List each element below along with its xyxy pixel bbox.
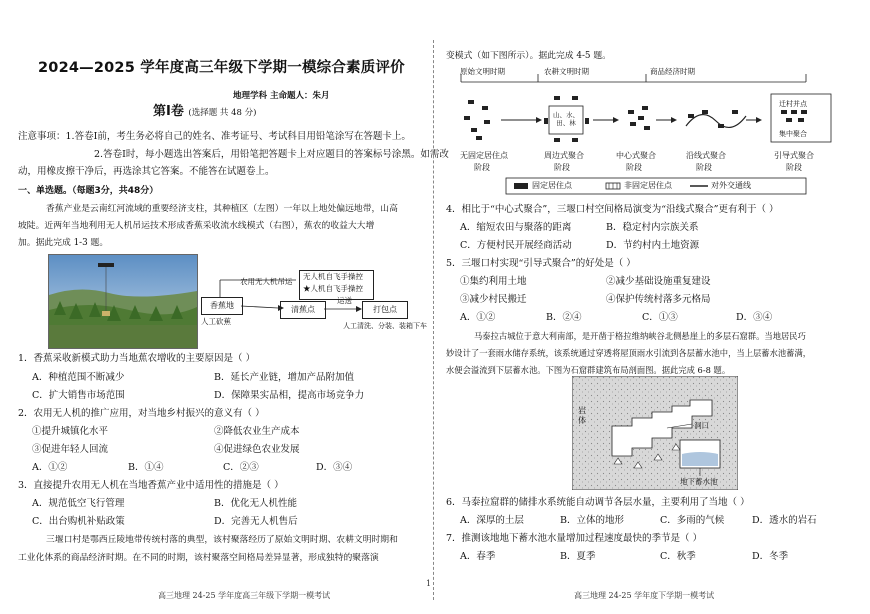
- q2-item-4: ④促进绿色农业发展: [214, 444, 300, 455]
- q5-option-b[interactable]: B．②④: [546, 312, 582, 323]
- legend-nonfixed: 非固定居住点: [624, 181, 672, 190]
- q2-item-3: ③促进年轻人回流: [32, 444, 109, 455]
- cave-pool-label: 地下蓄水池: [680, 477, 718, 486]
- stage2-suffix: 阶段: [554, 163, 570, 172]
- drone-box-line-2: ★人机自飞手操控: [303, 284, 363, 293]
- q2-option-b[interactable]: B．①④: [128, 462, 164, 473]
- q7-option-d[interactable]: D．冬季: [752, 551, 789, 562]
- part-note: (选择题 共 48 分): [188, 108, 257, 118]
- cave-hole-label: 洞口: [694, 421, 709, 430]
- q3-option-a[interactable]: A．规范低空飞行管理: [32, 498, 125, 509]
- passage3-line-3: 水便会溢流到下层蓄水池。下图为石窟群建筑布局剖面图。据此完成 6-8 题。: [446, 365, 731, 375]
- stage2-label: 周边式聚合: [544, 151, 584, 160]
- banana-field-photo: [48, 254, 198, 349]
- q7-option-b[interactable]: B．夏季: [560, 551, 596, 562]
- pack-box: 打包点: [362, 301, 408, 319]
- q3-option-b[interactable]: B．优化无人机性能: [214, 498, 297, 509]
- part-label: 第Ⅰ卷: [153, 104, 184, 119]
- center-box-label: 山、水、田、林: [553, 111, 579, 127]
- pack-note: 人工清洗、分装、装箱下车: [343, 322, 427, 330]
- q5-item-3: ③减少村民搬迁: [460, 294, 527, 305]
- final-bottom-label: 集中聚合: [779, 130, 807, 138]
- page-number: 1: [426, 579, 432, 588]
- section-heading: 一、单选题。（每题3分，共48分）: [18, 186, 159, 196]
- q2-option-c[interactable]: C．②③: [223, 462, 259, 473]
- q1-option-a[interactable]: A．种植范围不断减少: [32, 372, 125, 383]
- footer-left: 高三地理 24-25 学年度高三年级下学期一模考试: [158, 591, 331, 600]
- q2-item-2: ②降低农业生产成本: [214, 426, 300, 437]
- era-primitive: 原始文明时期: [460, 67, 505, 76]
- ship-label: 运送: [337, 296, 352, 305]
- q2-option-d[interactable]: D．③④: [316, 462, 353, 473]
- field-box: 香蕉地: [201, 297, 243, 315]
- q5-option-c[interactable]: C．①③: [642, 312, 678, 323]
- notice-line-3: 动，用橡皮擦干净后，再选涂其它答案。不能答在试题卷上。: [18, 166, 275, 177]
- q5-item-4: ④保护传统村落多元格局: [606, 294, 711, 305]
- stage3-suffix: 阶段: [626, 163, 642, 172]
- notice-line-1: 注意事项：1.答卷Ⅰ前，考生务必将自己的姓名、准考证号、考试科目用铅笔涂写在答题卡上。: [18, 131, 411, 142]
- flowchart-arrows: [198, 270, 413, 325]
- q7-option-a[interactable]: A．春季: [460, 551, 496, 562]
- q4-stem: 4．相比于“中心式聚合”，三堰口村空间格局演变为“沿线式聚合”更有利于（ ）: [446, 204, 779, 215]
- stage5-suffix: 阶段: [786, 163, 802, 172]
- part-title: [153, 106, 256, 119]
- passage3-line-1: 马泰拉古城位于意大利南部，是开凿于格拉维纳峡谷北侧悬崖上的多层石窟群。当地居民巧: [474, 331, 806, 341]
- stage4-suffix: 阶段: [696, 163, 712, 172]
- clean-box: 清蕉点: [280, 301, 326, 319]
- passage2-line-2: 工业化体系的商品经济时期。在不同的时期，该村聚落空间格局差异显著，形成独特的聚落演: [18, 553, 379, 563]
- final-top-label: 迁村并点: [779, 100, 807, 108]
- q6-option-a[interactable]: A．深厚的土层: [460, 515, 524, 526]
- q3-stem: 3．直接提升农用无人机在当地香蕉产业中适用性的措施是（ ）: [18, 480, 284, 491]
- q7-option-c[interactable]: C．秋季: [660, 551, 696, 562]
- cave-section-art: [572, 376, 738, 490]
- passage2-line-3: 变模式（如下图所示）。据此完成 4-5 题。: [446, 51, 611, 61]
- q6-option-c[interactable]: C．多雨的气候: [660, 515, 725, 526]
- stage5-label: 引导式聚合: [774, 151, 814, 160]
- q5-option-d[interactable]: D．③④: [736, 312, 773, 323]
- q6-option-d[interactable]: D．透水的岩石: [752, 515, 817, 526]
- stage3-label: 中心式聚合: [616, 151, 656, 160]
- legend-road: 对外交通线: [711, 181, 751, 190]
- era-agricultural: 农耕文明时期: [544, 67, 589, 76]
- q2-item-1: ①提升城镇化水平: [32, 426, 109, 437]
- cave-rock-label: 岩体: [578, 406, 586, 425]
- q3-option-c[interactable]: C．出台购机补贴政策: [32, 516, 125, 527]
- q2-option-a[interactable]: A．①②: [32, 462, 68, 473]
- q5-option-a[interactable]: A．①②: [460, 312, 496, 323]
- cave-section-diagram: [572, 376, 738, 490]
- stage1-suffix: 阶段: [474, 163, 490, 172]
- q1-option-c[interactable]: C．扩大销售市场范围: [32, 390, 125, 401]
- era-commodity: 商品经济时期: [650, 67, 695, 76]
- stage4-label: 沿线式聚合: [686, 151, 726, 160]
- q1-option-d[interactable]: D．保障果实品相，提高市场竞争力: [214, 390, 365, 401]
- banana-photo-art: [49, 255, 197, 348]
- q5-item-2: ②减少基础设施重复建设: [606, 276, 711, 287]
- q4-option-c[interactable]: C．方便村民开展经商活动: [460, 240, 572, 251]
- q1-stem: 1．香蕉采收新模式助力当地蕉农增收的主要原因是（ ）: [18, 353, 256, 364]
- drone-box-line-1: 无人机自飞手操控: [303, 272, 363, 281]
- exam-subtitle: 地理学科 主命题人：朱月: [233, 91, 330, 101]
- legend-fixed: 固定居住点: [532, 181, 572, 190]
- q3-option-d[interactable]: D．完善无人机售后: [214, 516, 298, 527]
- passage1-line-2: 坡陡。近两年当地利用无人机吊运技术形成香蕉采收流水线模式（右图），蕉农的收益大大增: [18, 221, 375, 231]
- passage3-line-2: 妙设计了一套雨水储存系统，该系统通过穿透将屋顶雨水引流到各层蓄水池中，当上层蓄水池蓄满，: [446, 348, 812, 358]
- q5-stem: 5．三堰口村实现“引导式聚合”的好处是（ ）: [446, 258, 636, 269]
- passage2-line-1: 三堰口村是鄂西丘陵地带传统村落的典型，该村聚落经历了原始文明时期、农耕文明时期和: [46, 535, 398, 545]
- q5-item-1: ①集约利用土地: [460, 276, 527, 287]
- q2-stem: 2．农用无人机的推广应用，对当地乡村振兴的意义有（ ）: [18, 408, 265, 419]
- column-divider: [433, 40, 434, 600]
- q6-option-b[interactable]: B．立体的地形: [560, 515, 624, 526]
- q6-stem: 6．马泰拉窟群的储排水系统能自动调节各层水量，主要利用了当地（ ）: [446, 497, 750, 508]
- q1-option-b[interactable]: B．延长产业链，增加产品附加值: [214, 372, 354, 383]
- passage1-line-3: 加。据此完成 1-3 题。: [18, 238, 109, 248]
- drone-label: 农用无人机吊运: [240, 277, 293, 286]
- passage1-line-1: 香蕉产业是云南红河流域的重要经济支柱，其种植区（左图）一年以上地处偏远地带，山高: [46, 204, 398, 214]
- q4-option-b[interactable]: B．稳定村内宗族关系: [606, 222, 699, 233]
- footer-right: 高三地理 24-25 学年度下学期一模考试: [574, 591, 715, 600]
- q4-option-a[interactable]: A．缩短农田与聚落的距离: [460, 222, 572, 233]
- notice-line-2: 2.答卷Ⅰ时，每小题选出答案后，用铅笔把答题卡上对应题目的答案标号涂黑。如需改: [94, 149, 449, 160]
- field-note: 人工砍蕉: [201, 317, 231, 326]
- stage1-label: 无固定居住点: [460, 151, 508, 160]
- exam-title: 2024—2025 学年度高三年级下学期一模综合素质评价: [38, 60, 405, 76]
- q7-stem: 7．推测该地地下蓄水池水量增加过程速度最快的季节是（ ）: [446, 533, 703, 544]
- q4-option-d[interactable]: D．节约村内土地资源: [606, 240, 700, 251]
